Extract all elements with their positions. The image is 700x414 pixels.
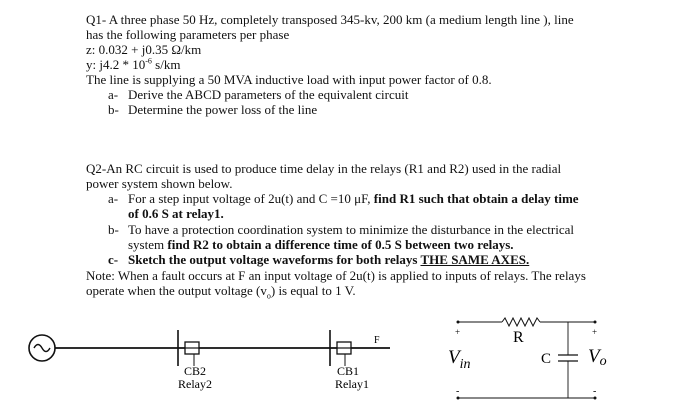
input-terminal-top <box>457 321 460 324</box>
q1-admittance <box>86 57 180 72</box>
radial-system-diagram <box>0 300 420 414</box>
cb2-label: CB2 <box>184 364 207 378</box>
q2-item-a-text: For a step input voltage of 2u(t) and C =10 μF, <box>128 191 374 206</box>
q2-item-b-marker: b- <box>108 222 119 237</box>
relay1-label: Relay1 <box>335 377 369 391</box>
output-voltage-label <box>588 346 607 369</box>
q1-item-b: Determine the power loss of the line <box>128 102 318 117</box>
q2-item-c-marker: c- <box>108 252 119 267</box>
vo-subscript: o <box>599 354 607 369</box>
q2-line-1: Q2-An RC circuit is used to produce time delay in the relays (R1 and R2) used in the radial <box>86 161 562 176</box>
q2-item-c-bold: Sketch the output voltage waveforms for both relays <box>128 252 421 267</box>
q2-item-b-bold: find R2 to obtain a difference time of 0.5 S between two relays. <box>167 237 514 252</box>
q2-item-c <box>128 252 529 267</box>
q1-item-a: Derive the ABCD parameters of the equivalent circuit <box>128 87 409 102</box>
q2-item-a-marker: a- <box>108 191 119 206</box>
q2-item-b-line-1: To have a protection coordination system to minimize the disturbance in the electrical <box>128 222 574 237</box>
vo-main: V <box>588 346 600 367</box>
q1-line-5: The line is supplying a 50 MVA inductive load with input power factor of 0.8. <box>86 72 492 87</box>
q2-note-line-2 <box>86 283 356 301</box>
q1-admittance-unit: s/km <box>151 57 181 72</box>
input-minus-sign: - <box>456 386 460 397</box>
q1-admittance-value: y: j4.2 * 10 <box>86 57 146 72</box>
q1-impedance-unit: Ω/km <box>171 42 202 57</box>
vin-subscript: in <box>459 357 471 372</box>
q2-item-b-text: system <box>128 237 168 252</box>
input-voltage-label <box>448 347 471 372</box>
q1-item-b-marker: b- <box>108 102 119 117</box>
q2-note-text-2: ) is equal to 1 V. <box>270 283 356 298</box>
q1-line-2: has the following parameters per phase <box>86 27 290 42</box>
q2-item-c-underlined: THE SAME AXES. <box>420 252 530 267</box>
rc-circuit-diagram <box>440 300 620 414</box>
input-plus-sign: + <box>455 327 461 337</box>
fault-label: F <box>374 335 380 346</box>
q2-note-line-1: Note: When a fault occurs at F an input voltage of 2u(t) is applied to inputs of relays. The relays <box>86 268 586 283</box>
q2-note-subscript: o <box>266 291 271 301</box>
q2-item-b-line-2 <box>128 237 514 252</box>
relay2-label: Relay2 <box>178 377 212 391</box>
output-plus-sign: + <box>592 327 598 337</box>
resistor-label: R <box>513 329 524 346</box>
output-terminal-top <box>594 321 597 324</box>
capacitor-label: C <box>541 351 552 367</box>
q1-admittance-exponent: -6 <box>145 56 152 66</box>
q2-note-text-1: operate when the output voltage (v <box>86 283 267 298</box>
vin-main: V <box>448 347 460 368</box>
q2-line-2: power system shown below. <box>86 176 233 191</box>
q1-item-a-marker: a- <box>108 87 119 102</box>
generator-icon <box>29 335 55 361</box>
q1-impedance <box>86 42 201 57</box>
q2-item-a-line-1 <box>128 191 579 206</box>
cb1-label: CB1 <box>337 364 360 378</box>
q2-item-a-line-2: of 0.6 S at relay1. <box>128 206 224 221</box>
resistor-symbol <box>502 318 540 326</box>
output-minus-sign: - <box>593 386 597 397</box>
q1-line-1: Q1- A three phase 50 Hz, completely transposed 345-kv, 200 km (a medium length line ), line <box>86 12 574 27</box>
q2-item-a-bold: find R1 such that obtain a delay time <box>373 191 579 206</box>
q1-impedance-value: z: 0.032 + j0.35 <box>86 42 172 57</box>
